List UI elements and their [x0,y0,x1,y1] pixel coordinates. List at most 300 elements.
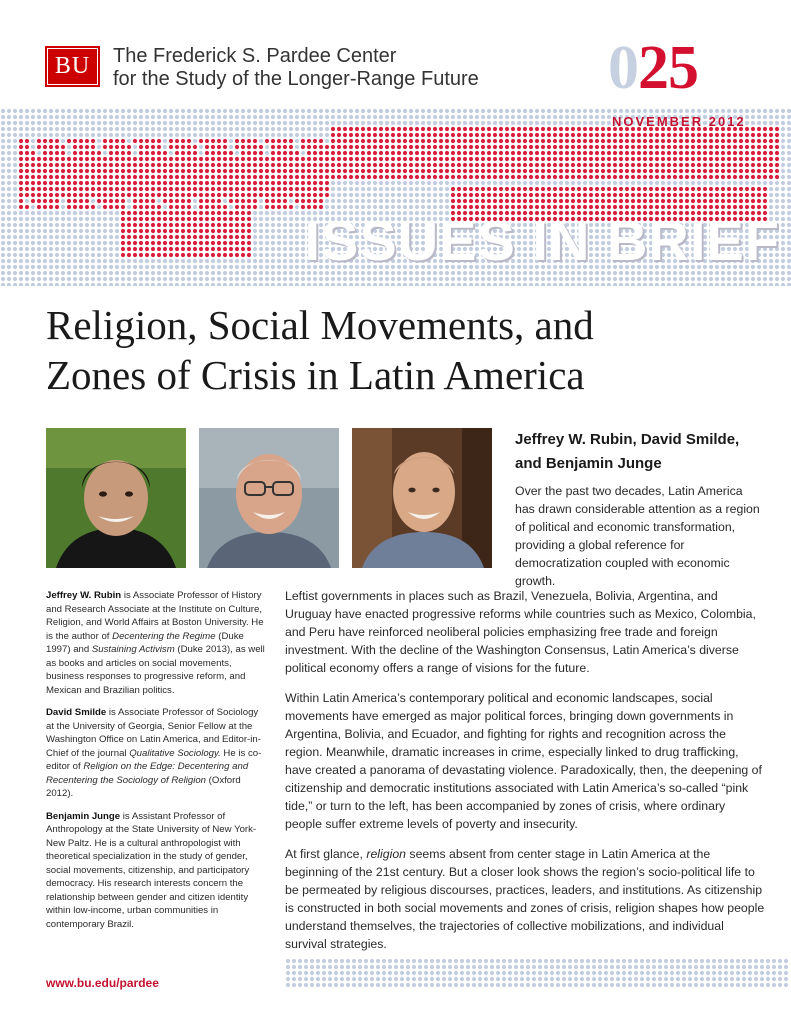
banner-dot [7,151,11,155]
banner-dot [433,139,437,143]
footer-dot [556,959,560,963]
banner-dot [379,169,383,173]
footer-dot [628,971,632,975]
banner-dot [313,193,317,197]
banner-dot [427,187,431,191]
banner-dot [67,109,71,113]
banner-dot [553,115,557,119]
banner-dot [193,145,197,149]
banner-dot [37,157,41,161]
banner-dot [499,145,503,149]
banner-dot [451,193,455,197]
banner-dot [289,151,293,155]
bio-junge-name: Benjamin Junge [46,810,121,822]
banner-dot [151,133,155,137]
footer-dot [766,971,770,975]
banner-dot [49,133,53,137]
banner-dot [553,187,557,191]
banner-dot [739,277,743,281]
banner-dot [457,175,461,179]
banner-dot [277,163,281,167]
banner-dot [421,133,425,137]
banner-dot [55,193,59,197]
banner-dot [457,163,461,167]
banner-dot [571,139,575,143]
banner-dot [529,175,533,179]
banner-dot [307,127,311,131]
banner-dot [49,199,53,203]
banner-dot [103,151,107,155]
banner-dot [787,157,791,161]
banner-dot [115,151,119,155]
banner-dot [763,187,767,191]
banner-dot [103,277,107,281]
banner-dot [661,109,665,113]
banner-dot [289,133,293,137]
banner-dot [517,187,521,191]
banner-dot [385,187,389,191]
banner-dot [103,115,107,119]
banner-dot [283,151,287,155]
bio-smilde-text-a: is Associate Professor of Sociology at the University of Georgia, Senior Fellow at the Washington Office on Latin America, and Editor-in-Chief of the journal [46,707,261,759]
banner-dot [103,139,107,143]
banner-dot [271,199,275,203]
banner-dot [175,157,179,161]
banner-dot [85,145,89,149]
banner-dot [553,109,557,113]
banner-dot [373,199,377,203]
footer-dot [442,977,446,981]
footer-dot [538,977,542,981]
banner-dot [19,181,23,185]
banner-dot [133,139,137,143]
banner-dot [685,151,689,155]
banner-dot [61,109,65,113]
footer-dot [586,977,590,981]
banner-dot [415,151,419,155]
banner-dot [505,277,509,281]
banner-dot [349,139,353,143]
banner-dot [775,139,779,143]
banner-dot [379,145,383,149]
banner-dot [145,187,149,191]
banner-dot [667,187,671,191]
banner-dot [511,181,515,185]
banner-dot [259,151,263,155]
banner-dot [553,181,557,185]
banner-dot [691,283,695,286]
banner-dot [715,163,719,167]
banner-dot [475,133,479,137]
banner-dot [673,157,677,161]
banner-dot [151,157,155,161]
banner-dot [331,199,335,203]
banner-dot [679,169,683,173]
banner-dot [439,151,443,155]
banner-dot [439,163,443,167]
footer-dot [370,971,374,975]
banner-dot [169,121,173,125]
banner-dot [79,277,83,281]
banner-dot [721,169,725,173]
banner-dot [505,199,509,203]
banner-dot [451,139,455,143]
footer-dot [286,983,290,987]
banner-dot [127,199,131,203]
banner-dot [469,139,473,143]
banner-dot [211,121,215,125]
banner-dot [229,133,233,137]
banner-dot [91,133,95,137]
banner-dot [559,121,563,125]
banner-dot [397,157,401,161]
banner-dot [511,151,515,155]
footer-dot [442,965,446,969]
banner-dot [193,175,197,179]
banner-dot [379,277,383,281]
banner-dot [565,193,569,197]
banner-dot [307,163,311,167]
footer-dot [550,959,554,963]
footer-dot [406,971,410,975]
banner-dot [97,115,101,119]
banner-dot [709,187,713,191]
banner-dot [235,181,239,185]
banner-dot [709,145,713,149]
banner-dot [247,199,251,203]
banner-dot [199,145,203,149]
banner-dot [715,151,719,155]
footer-dot [508,965,512,969]
banner-dot [673,181,677,185]
footer-dot [412,959,416,963]
banner-dot [469,181,473,185]
banner-dot [97,199,101,203]
footer-dot [664,983,668,987]
banner-dot [421,127,425,131]
banner-dot [331,175,335,179]
banner-dot [685,199,689,203]
banner-dot [445,283,449,286]
banner-dot [235,139,239,143]
banner-dot [19,193,23,197]
banner-dot [319,163,323,167]
banner-dot [103,181,107,185]
banner-dot [775,277,779,281]
banner-dot [151,277,155,281]
banner-dot [463,115,467,119]
banner-dot [181,163,185,167]
banner-dot [79,151,83,155]
banner-dot [133,193,137,197]
banner-dot [115,127,119,131]
banner-dot [67,181,71,185]
banner-dot [469,127,473,131]
footer-dot [478,965,482,969]
banner-dot [787,175,791,179]
banner-dot [295,169,299,173]
banner-dot [505,145,509,149]
banner-dot [325,133,329,137]
banner-dot [691,277,695,281]
banner-dot [241,121,245,125]
banner-dot [625,277,629,281]
banner-dot [523,133,527,137]
banner-dot [79,175,83,179]
banner-dot [757,157,761,161]
banner-dot [643,169,647,173]
banner-dot [769,133,773,137]
banner-dot [277,181,281,185]
banner-dot [529,283,533,286]
banner-dot [529,109,533,113]
bio-smilde-name: David Smilde [46,707,107,718]
banner-dot [247,169,251,173]
banner-dot [265,187,269,191]
banner-dot [187,127,191,131]
banner-dot [301,187,305,191]
footer-dot [736,959,740,963]
banner-dot [571,127,575,131]
banner-dot [769,283,773,286]
banner-dot [391,157,395,161]
banner-dot [55,127,59,131]
banner-dot [769,145,773,149]
banner-dot [169,139,173,143]
banner-dot [319,115,323,119]
footer-dot [568,965,572,969]
banner-dot [697,199,701,203]
footer-dot [466,965,470,969]
banner-dot [625,109,629,113]
banner-dot [253,109,257,113]
banner-dot [397,115,401,119]
footer-dot [484,971,488,975]
banner-dot [337,187,341,191]
banner-dot [151,127,155,131]
banner-dot [397,121,401,125]
banner-dot [169,127,173,131]
banner-dot [85,175,89,179]
banner-dot [781,163,785,167]
footer-dot [574,965,578,969]
banner-dot [415,283,419,286]
banner-dot [757,163,761,167]
banner-dot [745,169,749,173]
footer-dot [580,971,584,975]
banner-dot [361,193,365,197]
banner-dot [763,181,767,185]
footer-dot [604,977,608,981]
banner-dot [295,193,299,197]
banner-dot [637,139,641,143]
banner-dot [379,193,383,197]
banner-dot [733,145,737,149]
bio-smilde-journal: Qualitative Sociology. [129,747,221,759]
banner-dot [49,283,53,286]
footer-dot [304,983,308,987]
banner-dot [403,151,407,155]
banner-dot [595,169,599,173]
banner-dot [475,145,479,149]
banner-dot [739,199,743,203]
banner-dot [289,115,293,119]
footer-dot [766,983,770,987]
banner-dot [319,139,323,143]
footer-dot [334,977,338,981]
banner-dot [91,139,95,143]
footer-dot [316,965,320,969]
footer-dot [526,971,530,975]
banner-dot [751,151,755,155]
footer-dot [496,977,500,981]
banner-dot [1,151,5,155]
banner-dot [307,121,311,125]
banner-dot [169,181,173,185]
banner-dot [211,181,215,185]
banner-dot [589,199,593,203]
banner-dot [769,139,773,143]
banner-dot [787,115,791,119]
footer-dot [706,959,710,963]
banner-dot [679,157,683,161]
banner-dot [253,277,257,281]
footer-dot [598,983,602,987]
banner-dot [85,115,89,119]
banner-dot [511,187,515,191]
banner-dot [679,199,683,203]
banner-dot [145,127,149,131]
photo-jeffrey-rubin [46,428,186,568]
banner-dot [325,151,329,155]
footer-dot [706,977,710,981]
banner-dot [121,163,125,167]
banner-dot [55,133,59,137]
banner-dot [415,187,419,191]
banner-dot [739,163,743,167]
footer-dot [424,959,428,963]
banner-dot [775,109,779,113]
banner-dot [325,181,329,185]
banner-dot [499,121,503,125]
banner-dot [301,199,305,203]
banner-dot [127,169,131,173]
banner-dot [565,199,569,203]
banner-dot [229,175,233,179]
banner-dot [547,283,551,286]
banner-dot [175,139,179,143]
footer-dot [400,965,404,969]
banner-dot [313,187,317,191]
banner-dot [205,115,209,119]
banner-dot [397,181,401,185]
banner-dot [511,145,515,149]
banner-dot [241,163,245,167]
footer-dot [472,971,476,975]
banner-dot [79,109,83,113]
banner-dot [355,133,359,137]
footer-dot [670,959,674,963]
banner-dot [181,157,185,161]
banner-dot [433,277,437,281]
banner-dot [565,187,569,191]
banner-dot [67,163,71,167]
banner-dot [67,169,71,173]
banner-dot [337,169,341,173]
banner-dot [691,187,695,191]
website-link[interactable]: www.bu.edu/pardee [46,976,159,990]
banner-dot [427,127,431,131]
banner-dot [55,145,59,149]
bio-rubin-book2: Sustaining Activism [91,644,175,655]
banner-dot [295,109,299,113]
banner-dot [763,139,767,143]
footer-dot [316,977,320,981]
banner-dot [97,145,101,149]
banner-dot [775,133,779,137]
banner-dot [757,283,761,286]
banner-dot [451,163,455,167]
footer-dot [730,977,734,981]
banner-dot [511,133,515,137]
banner-dot [673,187,677,191]
banner-dot [313,163,317,167]
banner-dot [301,115,305,119]
banner-dot [235,145,239,149]
banner-dot [589,127,593,131]
banner-dot [43,127,47,131]
banner-dot [685,133,689,137]
banner-dot [757,145,761,149]
banner-dot [217,133,221,137]
banner-dot [91,175,95,179]
banner-dot [223,277,227,281]
banner-dot [781,151,785,155]
banner-dot [295,133,299,137]
footer-dot [460,971,464,975]
banner-dot [571,121,575,125]
banner-dot [61,193,65,197]
footer-dot [766,977,770,981]
footer-dot [568,977,572,981]
banner-dot [787,193,791,197]
banner-dot [403,175,407,179]
banner-dot [31,175,35,179]
banner-dot [13,121,17,125]
banner-dot [121,115,125,119]
banner-dot [781,109,785,113]
banner-dot [241,139,245,143]
banner-dot [733,151,737,155]
banner-dot [7,187,11,191]
banner-dot [367,175,371,179]
banner-dot [631,283,635,286]
banner-dot [391,181,395,185]
banner-dot [55,277,59,281]
banner-dot [199,157,203,161]
banner-dot [571,109,575,113]
banner-dot [451,199,455,203]
banner-dot [337,121,341,125]
footer-dot [382,959,386,963]
banner-dot [49,139,53,143]
banner-dot [289,283,293,286]
footer-dot [478,983,482,987]
banner-dot [325,115,329,119]
footer-dot [550,971,554,975]
banner-dot [343,283,347,286]
banner-dot [259,181,263,185]
